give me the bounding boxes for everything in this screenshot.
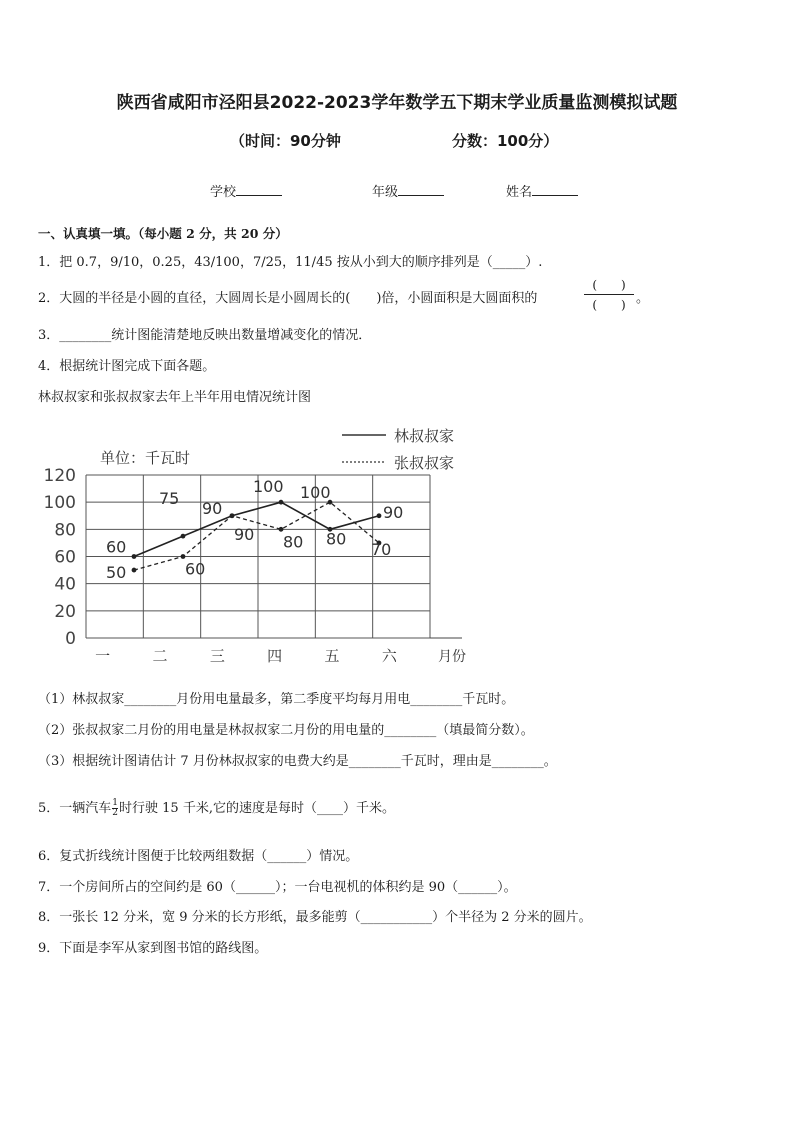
school-blank[interactable]: [236, 183, 282, 196]
score-label: 分数：100分）: [452, 132, 559, 150]
section-heading: 一、认真填一填。（每小题 2 分，共 20 分）: [38, 226, 288, 241]
data-label: 75: [159, 489, 180, 509]
x-axis-label: 月份: [438, 649, 466, 665]
data-label: 100: [253, 477, 284, 497]
question-2: 2．大圆的半径是小圆的直径，大圆周长是小圆周长的( )倍，小圆面积是大圆面积的: [38, 291, 538, 306]
legend-label: 林叔叔家: [394, 427, 455, 445]
y-tick-label: 120: [43, 466, 76, 486]
question-2-fraction: [584, 276, 634, 313]
question-3: 3．________统计图能清楚地反映出数量增减变化的情况．: [38, 328, 372, 343]
data-label: 50: [106, 563, 127, 583]
question-4-3: （3）根据统计图请估计 7 月份林叔叔家的电费大约是________千瓦时，理由是________。: [38, 754, 557, 769]
data-point: [377, 513, 382, 518]
x-tick-label: 一: [95, 647, 111, 665]
question-5: [38, 797, 395, 818]
data-point: [181, 554, 186, 559]
y-tick-label: 80: [54, 520, 76, 541]
data-point: [132, 568, 137, 573]
fraction-bar: [584, 294, 634, 295]
grade-label: 年级: [372, 185, 399, 200]
question-1: 1．把 0.7，9/10，0.25，43/100，7/25，11/45 按从小到大的顺序排列是（_____）.: [38, 255, 543, 270]
data-point: [230, 513, 235, 518]
question-4-1: （1）林叔叔家________月份用电量最多，第二季度平均每月用电________千瓦时。: [38, 692, 515, 707]
x-tick-label: 二: [152, 647, 168, 665]
grade-field[interactable]: [372, 181, 444, 200]
fraction-numerator: 1: [112, 798, 119, 808]
data-label: 80: [283, 532, 304, 552]
electricity-line-chart: [0, 415, 794, 685]
x-tick-label: 六: [381, 647, 397, 665]
x-tick-label: 五: [324, 647, 340, 665]
question-8: 8．一张长 12 分米，宽 9 分米的长方形纸，最多能剪（___________）个半径为 2 分米的圆片。: [38, 910, 592, 925]
fraction-denominator: ( ): [592, 298, 626, 312]
data-point: [181, 534, 186, 539]
data-label: 60: [106, 537, 127, 557]
question-5-fraction: [112, 799, 118, 818]
question-4-2: （2）张叔叔家二月份的用电量是林叔叔家二月份的用电量的________（填最简分数）。: [38, 723, 534, 738]
data-label: 60: [185, 559, 206, 579]
y-tick-label: 0: [65, 629, 76, 649]
school-label: 学校: [210, 185, 237, 200]
name-label: 姓名: [506, 185, 533, 200]
question-6: 6．复式折线统计图便于比较两组数据（______）情况。: [38, 849, 359, 864]
fraction-denominator: 2: [112, 808, 119, 818]
question-9: 9．下面是李军从家到图书馆的路线图。: [38, 941, 268, 956]
grade-blank[interactable]: [398, 183, 444, 196]
data-label: 70: [371, 539, 392, 559]
unit-label: 单位：千瓦时: [100, 449, 191, 467]
question-2-end: 。: [636, 291, 650, 306]
legend-label: 张叔叔家: [394, 454, 455, 472]
question-4: 4．根据统计图完成下面各题。: [38, 359, 216, 374]
data-label: 90: [202, 498, 223, 518]
data-label: 90: [234, 524, 255, 544]
y-tick-label: 60: [54, 547, 76, 568]
data-point: [132, 554, 137, 559]
chart-caption: 林叔叔家和张叔叔家去年上半年用电情况统计图: [38, 390, 312, 405]
name-blank[interactable]: [532, 183, 578, 196]
data-label: 80: [326, 529, 347, 549]
data-label: 90: [383, 502, 404, 522]
y-tick-label: 40: [54, 574, 76, 595]
school-field[interactable]: [210, 181, 282, 200]
x-tick-label: 四: [267, 647, 283, 665]
question-7: 7．一个房间所占的空间约是 60（______）；一台电视机的体积约是 90（______）。: [38, 880, 517, 895]
question-5-start: 5．一辆汽车: [38, 801, 112, 816]
question-5-end: 时行驶 15 千米,它的速度是每时（____）千米。: [119, 801, 395, 816]
name-field[interactable]: [506, 181, 578, 200]
x-tick-label: 三: [209, 647, 225, 665]
data-point: [279, 500, 284, 505]
y-tick-label: 100: [43, 493, 76, 514]
fraction-numerator: ( ): [592, 278, 626, 292]
data-point: [279, 527, 284, 532]
y-tick-label: 20: [54, 601, 76, 622]
data-label: 100: [300, 483, 331, 503]
page-title: 陕西省咸阳市泾阳县2022-2023学年数学五下期末学业质量监测模拟试题: [116, 93, 678, 113]
time-label: （时间：90分钟: [230, 132, 341, 150]
